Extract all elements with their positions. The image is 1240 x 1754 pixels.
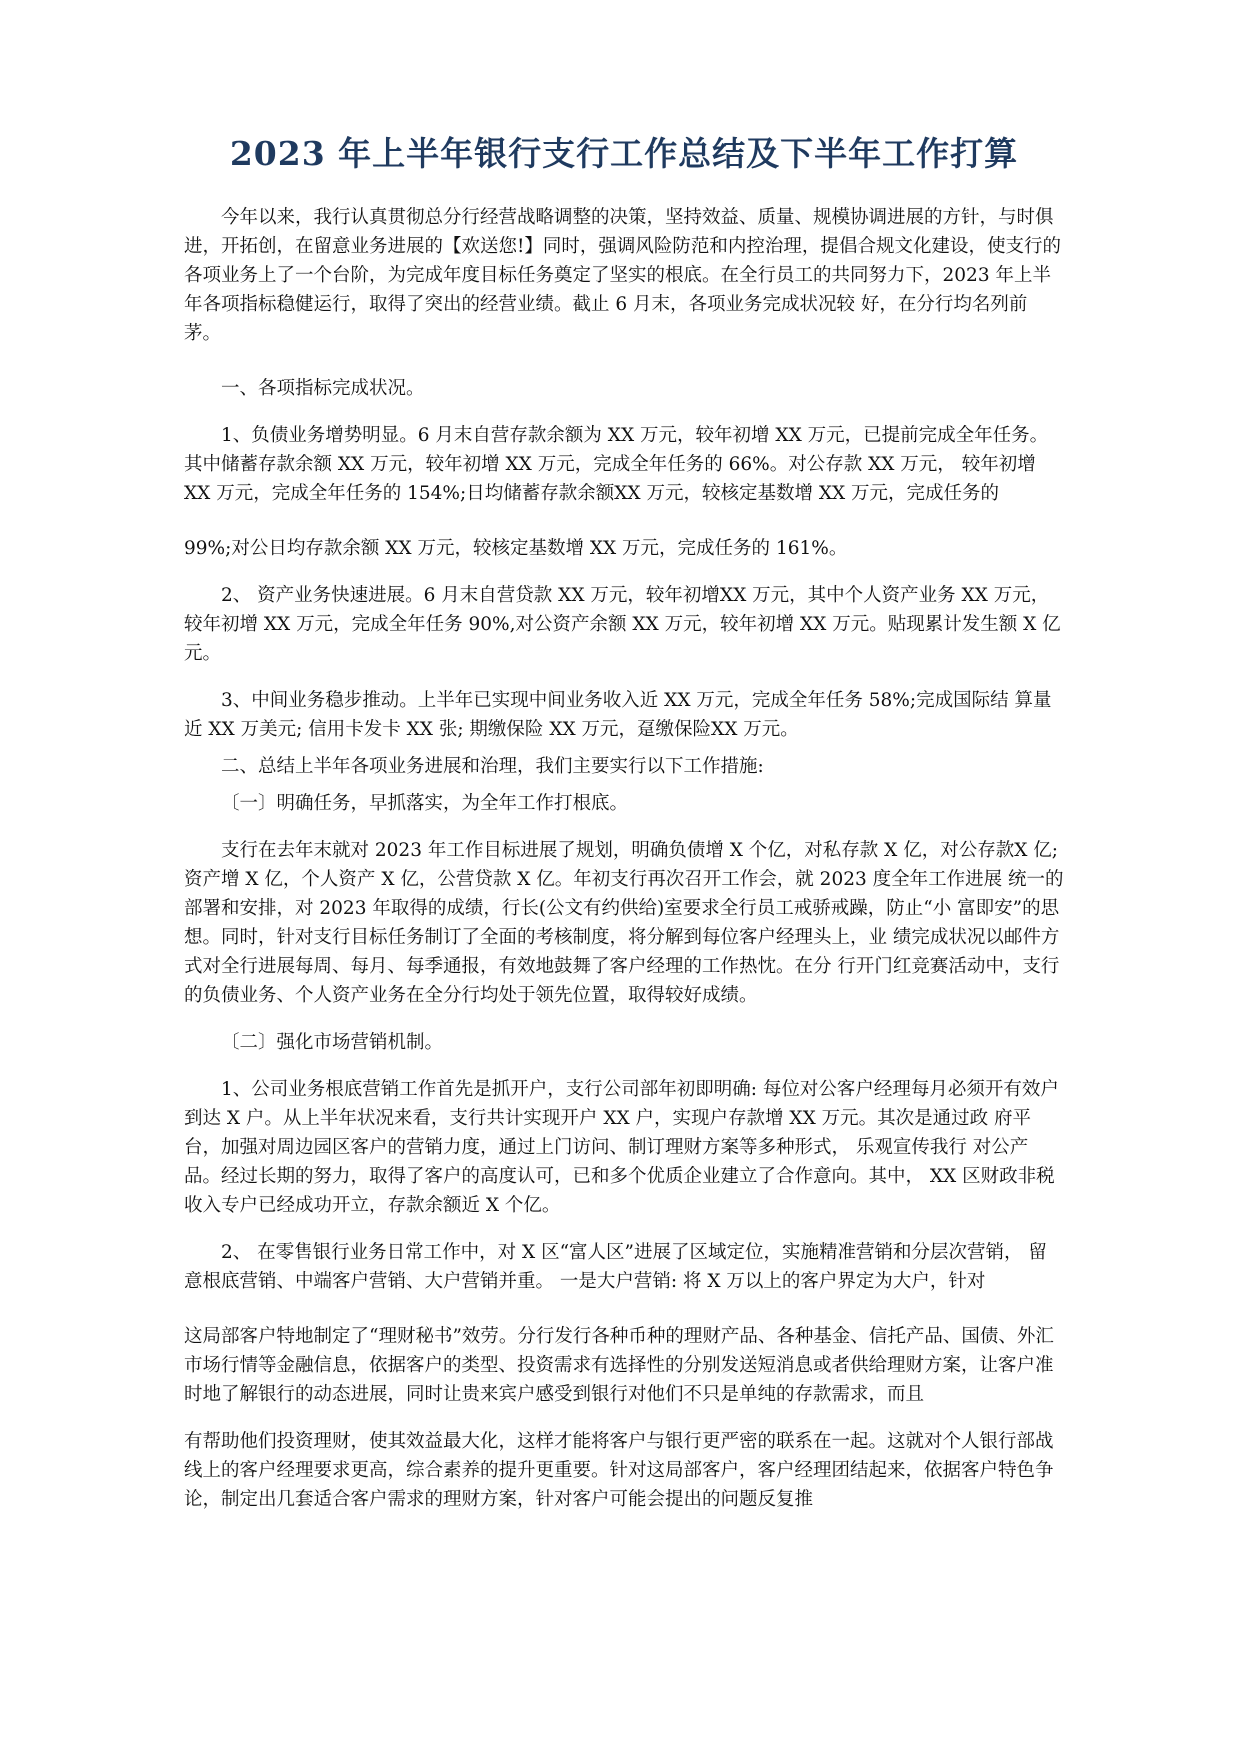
document-title: 2023 年上半年银行支行工作总结及下半年工作打算 <box>229 134 1019 173</box>
paragraph-retail-marketing: 2、 在零售银行业务日常工作中，对 X 区“富人区”进展了区域定位，实施精准营销和分层次营销， 留意根底营销、中端客户营销、大户营销并重。 一是大户营销: 将 X 万以上的客户界定为大户，针对 <box>184 1242 1047 1292</box>
intro-paragraph: 今年以来，我行认真贯彻总分行经营战略调整的决策，坚持效益、质量、规模协调进展的方针，与时俱进，开拓创，在留意业务进展的【欢送您!】同时，强调风险防范和内控治理，提倡合规文化建设，使支行的各项业务上了一个台阶，为完成年度目标任务奠定了坚实的根底。在全行员工的共同努力下，2023 年上半年各项指标稳健运行，取得了突出的经营业绩。截止 6 月末，各项业务完成状况较 好，在分行均名列前茅。 <box>184 207 1061 344</box>
paragraph-assets: 2、 资产业务快速进展。6 月末自营贷款 XX 万元，较年初增XX 万元，其中个人资产业务 XX 万元， 较年初增 XX 万元，完成全年任务 90%,对公资产余额 XX 万元，较年初增 XX 万元。贴现累计发生额 X 亿元。 <box>184 585 1061 664</box>
section-heading-1: 一、各项指标完成状况。 <box>221 378 425 399</box>
paragraph-liability-cont: 99%;对公日均存款余额 XX 万元，较核定基数增 XX 万元，完成任务的 161%。 <box>184 538 848 559</box>
paragraph-corporate-marketing: 1、公司业务根底营销工作首先是抓开户，支行公司部年初即明确: 每位对公客户经理每月必须开有效户到达 X 户。从上半年状况来看，支行共计实现开户 XX 户，实现户存款增 XX 万元。其次是通过政 府平台，加强对周边园区客户的营销力度，通过上门访问、制订理财方案等多种形式， 乐观宣传我行 对公产品。经过长期的努力，取得了客户的高度认可，已和多个优质企业建立了合作意向。其中， XX 区财政非税收入专户已经成功开立，存款余额近 X 个亿。 <box>184 1079 1059 1216</box>
subsection-heading-1: 〔一〕明确任务，早抓落实，为全年工作打根底。 <box>221 793 629 814</box>
section-heading-2: 二、总结上半年各项业务进展和治理，我们主要实行以下工作措施: <box>221 756 764 777</box>
document-body <box>184 203 1064 1514</box>
paragraph-liability: 1、负债业务增势明显。6 月末自营存款余额为 XX 万元，较年初增 XX 万元，已提前完成全年任务。 其中储蓄存款余额 XX 万元，较年初增 XX 万元，完成全年任务的 66%。对公存款 XX 万元， 较年初增 XX 万元，完成全年任务的 154%;日均储蓄存款余额XX 万元，较核定基数增 XX 万元，完成任务的 <box>184 425 1049 504</box>
subsection-heading-2: 〔二〕强化市场营销机制。 <box>221 1032 444 1053</box>
paragraph-investment-help: 有帮助他们投资理财，使其效益最大化，这样才能将客户与银行更严密的联系在一起。这就对个人银行部战线上的客户经理要求更高，综合素养的提升更重要。针对这局部客户，客户经理团结起来，依据客户特色争论，制定出几套适合客户需求的理财方案，针对客户可能会提出的问题反复推 <box>184 1431 1054 1510</box>
paragraph-wealth-secretary: 这局部客户特地制定了“理财秘书”效劳。分行发行各种币种的理财产品、各种基金、信托产品、国债、外汇市场行情等金融信息，依据客户的类型、投资需求有选择性的分别发送短消息或者供给理财方案，让客户准时地了解银行的动态进展，同时让贵来宾户感受到银行对他们不只是单纯的存款需求，而且 <box>184 1326 1054 1405</box>
paragraph-intermediate: 3、中间业务稳步推动。上半年已实现中间业务收入近 XX 万元，完成全年任务 58%;完成国际结 算量近 XX 万美元; 信用卡发卡 XX 张; 期缴保险 XX 万元，趸缴保险XX 万元。 <box>184 690 1052 740</box>
paragraph-planning: 支行在去年末就对 2023 年工作目标进展了规划，明确负债增 X 个亿，对私存款 X 亿，对公存款X 亿; 资产增 X 亿，个人资产 X 亿，公营贷款 X 亿。年初支行再次召开工作会，就 2023 度全年工作进展 统一的部署和安排，对 2023 年取得的成绩，行长(公文有约供给)室要求全行员工戒骄戒躁，防止“小 富即安”的思想。同时，针对支行目标任务制订了全面的考核制度，将分解到每位客户经理头上，业 绩完成状况以邮件方式对全行进展每周、每月、每季通报，有效地鼓舞了客户经理的工作热忱。在分 行开门红竞赛活动中，支行的负债业务、个人资产业务在全分行均处于领先位置，取得较好成绩。 <box>184 840 1064 1006</box>
